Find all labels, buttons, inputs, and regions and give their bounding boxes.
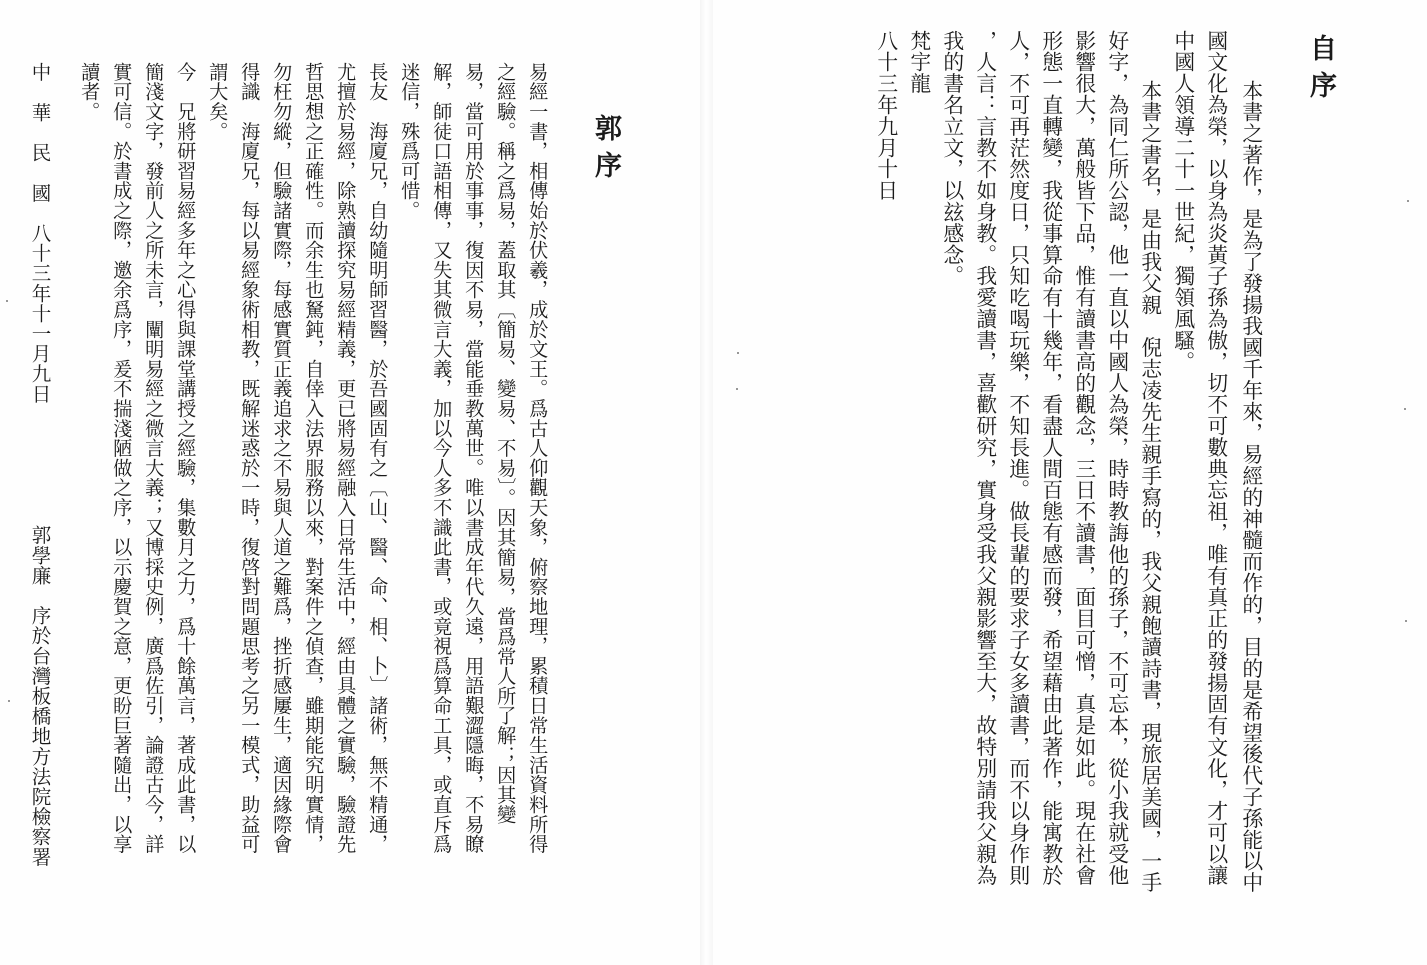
left-col-3: 易，當可用於事事，復因不易，當能垂教萬世。唯以書成年代久遠，用語艱澀隱晦，不易瞭 xyxy=(462,62,486,854)
right-col-10: 我的書名立文，以玆感念。 xyxy=(939,30,964,287)
scan-speck xyxy=(737,352,739,354)
right-col-4: 本書之書名，是由我父親 倪志凌先生親手寫的，我父親飽讀詩書，現旅居美國，一手 xyxy=(1137,80,1162,894)
scan-speck xyxy=(1404,408,1406,410)
right-col-6: 影響很大，萬般皆下品，惟有讀書高的觀念，三日不讀書，面目可憎，真是如此。現在社會 xyxy=(1071,30,1096,886)
left-col-9: 勿枉勿縱，但驗諸實際，每感實質正義追求之不易與人道之難爲，挫折感屢生，適因緣際會 xyxy=(270,62,294,854)
right-page-title: 自序 xyxy=(1305,34,1336,108)
scan-speck xyxy=(1407,200,1409,202)
left-signature-author: 郭學廉 序於台灣板橋地方法院檢察署 xyxy=(28,525,52,867)
left-col-12: 今 兄將研習易經多年之心得與課堂講授之經驗，集數月之力，爲十餘萬言，著成此書，以 xyxy=(174,62,198,854)
right-col-8: 人，不可再茫然度日，只知吃喝玩樂，不知長進。做長輩的要求子女多讀書，而不以身作則 xyxy=(1005,30,1030,886)
left-col-5: 迷信，殊爲可惜。 xyxy=(398,62,422,221)
left-col-13: 簡淺文字，發前人之所未言，闡明易經之微言大義；又博採史例，廣爲佐引，論證古今，詳 xyxy=(142,62,166,854)
left-col-8: 哲思想之正確性。而余生也駑鈍，自倖入法界服務以來，對案件之偵查，雖期能究明實情， xyxy=(302,62,326,854)
scan-speck xyxy=(6,300,8,302)
right-col-2: 國文化為榮，以身為炎黃子孫為傲，切不可數典忘祖，唯有真正的發揚固有文化，才可以讓 xyxy=(1203,30,1228,886)
right-signature-author: 梵宇龍 xyxy=(906,30,931,95)
left-col-7: 尤擅於易經，除熟讀探究易經精義，更已將易經融入日常生活中，經由具體之實驗，驗證先 xyxy=(334,62,358,854)
right-col-9: ，人言：言教不如身教。我愛讀書，喜歡研究，實身受我父親影響至大，故特別請我父親為 xyxy=(972,30,997,886)
left-col-15: 讀者。 xyxy=(78,62,102,122)
left-col-11: 謂大矣。 xyxy=(206,62,230,142)
page-gutter xyxy=(700,0,713,965)
right-col-1: 本書之著作，是為了發揚我國千年來，易經的神髓而作的，目的是希望後代子孫能以中 xyxy=(1238,80,1263,894)
right-col-5: 好字，為同仁所公認，他一直以中國人為榮，時時教誨他的孫子，不可忘本，從小我就受他 xyxy=(1104,30,1129,886)
right-signature-date: 八十三年九月十日 xyxy=(873,30,898,202)
left-col-14: 實可信。於書成之際，邀余爲序，爰不揣淺陋做之序，以示慶賀之意，更盼巨著隨出，以享 xyxy=(110,62,134,854)
right-col-3: 中國人領導二十一世紀，獨領風騷。 xyxy=(1170,30,1195,373)
left-col-4: 解，師徒口語相傳，又失其微言大義，加以今人多不識此書，或竟視爲算命工具，或直斥爲 xyxy=(430,62,454,854)
left-col-6: 長友 海廈兄，自幼隨明師習醫，於吾國固有之〔山、醫、命、相、卜〕諸術，無不精通， xyxy=(366,62,390,854)
right-col-7: 形態一直轉變，我從事算命有十幾年，看盡人間百態有感而發，希望藉由此著作，能寓教於 xyxy=(1038,30,1063,886)
left-page-title: 郭序 xyxy=(590,114,621,188)
left-col-1: 易經一書，相傳始於伏羲，成於文王。爲古人仰觀天象，俯察地理，累積日常生活資料所得 xyxy=(526,62,550,854)
scan-speck xyxy=(8,700,10,702)
scan-speck xyxy=(736,388,738,390)
scan-speck xyxy=(1405,620,1407,622)
left-col-2: 之經驗。稱之爲易，蓋取其〔簡易、變易、不易〕。因其簡易，當爲常人所了解；因其變 xyxy=(494,62,518,825)
right-page xyxy=(713,0,1427,965)
left-signature-date: 中 華 民 國 八十三年十一月九日 xyxy=(28,62,52,404)
left-col-10: 得識 海廈兄，每以易經象術相教，既解迷惑於一時，復啓對問題思考之另一模式，助益可 xyxy=(238,62,262,854)
left-page xyxy=(0,0,700,965)
